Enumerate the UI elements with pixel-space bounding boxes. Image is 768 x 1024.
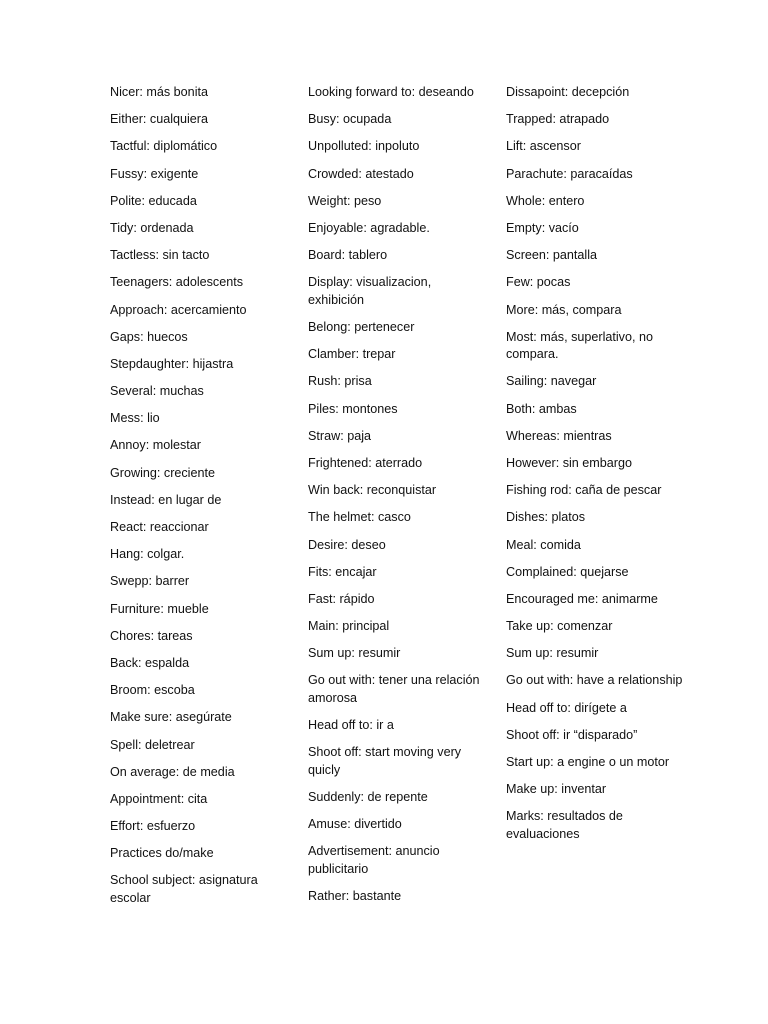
vocabulary-entry: Tactless: sin tacto	[110, 248, 210, 263]
vocabulary-column-2	[308, 84, 488, 915]
vocabulary-entry: Busy: ocupada	[308, 112, 392, 127]
vocabulary-entry: More: más, compara	[506, 302, 622, 317]
vocabulary-entry: Whereas: mientras	[506, 428, 612, 443]
vocabulary-entry: Growing: creciente	[110, 465, 215, 480]
vocabulary-entry: Rush: prisa	[308, 374, 372, 389]
vocabulary-entry: Crowded: atestado	[308, 166, 414, 181]
vocabulary-entry: Frightened: aterrado	[308, 455, 423, 470]
vocabulary-entry: Start up: a engine o un motor	[506, 755, 670, 769]
vocabulary-entry: Practices do/make	[110, 846, 214, 861]
vocabulary-entry: Furniture: mueble	[110, 601, 209, 616]
vocabulary-entry: School subject: asignatura escolar	[110, 873, 258, 905]
vocabulary-entry: Encouraged me: animarme	[506, 591, 658, 606]
vocabulary-entry: Shoot off: ir “disparado”	[506, 727, 638, 742]
vocabulary-entry: Teenagers: adolescents	[110, 275, 244, 290]
vocabulary-entry: Effort: esfuerzo	[110, 819, 196, 834]
vocabulary-entry: Take up: comenzar	[506, 619, 613, 634]
vocabulary-entry: Chores: tareas	[110, 628, 193, 643]
vocabulary-entry: Fishing rod: caña de pescar	[506, 483, 662, 498]
vocabulary-entry: Weight: peso	[308, 193, 382, 208]
vocabulary-entry: Enjoyable: agradable.	[308, 220, 430, 235]
vocabulary-entry: Dissapoint: decepción	[506, 85, 630, 99]
vocabulary-entry: Sailing: navegar	[506, 374, 597, 389]
vocabulary-entry: Stepdaughter: hijastra	[110, 356, 234, 371]
vocabulary-entry: Either: cualquiera	[110, 112, 209, 127]
vocabulary-entry: Polite: educada	[110, 193, 197, 208]
vocabulary-entry: Nicer: más bonita	[110, 85, 208, 99]
vocabulary-entry: Display: visualizacion, exhibición	[308, 275, 432, 307]
vocabulary-entry: Hang: colgar.	[110, 547, 185, 562]
vocabulary-entry: Main: principal	[308, 619, 390, 634]
vocabulary-entry: Both: ambas	[506, 401, 577, 416]
vocabulary-entry: Amuse: divertido	[308, 817, 402, 832]
vocabulary-column-3	[506, 84, 686, 853]
vocabulary-entry: Fast: rápido	[308, 591, 375, 606]
vocabulary-entry: Appointment: cita	[110, 791, 208, 806]
vocabulary-entry: Shoot off: start moving very quicly	[308, 745, 462, 777]
vocabulary-entry: Back: espalda	[110, 655, 190, 670]
vocabulary-entry: Piles: montones	[308, 401, 398, 416]
vocabulary-entry: The helmet: casco	[308, 510, 411, 525]
vocabulary-column-1	[110, 84, 300, 917]
vocabulary-entry: Make sure: asegúrate	[110, 710, 232, 725]
vocabulary-entry: Belong: pertenecer	[308, 320, 415, 334]
vocabulary-entry: Mess: lio	[110, 411, 160, 426]
vocabulary-entry: Trapped: atrapado	[506, 112, 610, 127]
vocabulary-entry: Marks: resultados de evaluaciones	[506, 809, 623, 841]
vocabulary-entry: Broom: escoba	[110, 683, 195, 698]
vocabulary-entry: Gaps: huecos	[110, 329, 188, 344]
vocabulary-entry: Rather: bastante	[308, 889, 402, 904]
vocabulary-entry: Few: pocas	[506, 275, 571, 290]
vocabulary-entry: Lift: ascensor	[506, 139, 581, 154]
vocabulary-entry: Suddenly: de repente	[308, 790, 428, 804]
vocabulary-entry: Sum up: resumir	[308, 646, 401, 661]
vocabulary-entry: Clamber: trepar	[308, 347, 396, 362]
vocabulary-entry: Looking forward to: deseando	[308, 85, 474, 99]
vocabulary-entry: Win back: reconquistar	[308, 483, 437, 498]
vocabulary-entry: On average: de media	[110, 764, 235, 779]
vocabulary-entry: Desire: deseo	[308, 537, 386, 552]
vocabulary-entry: Meal: comida	[506, 537, 581, 552]
vocabulary-entry: Parachute: paracaídas	[506, 166, 633, 181]
vocabulary-entry: Spell: deletrear	[110, 737, 195, 752]
vocabulary-entry: Make up: inventar	[506, 782, 607, 797]
vocabulary-entry: Straw: paja	[308, 428, 371, 443]
vocabulary-entry: React: reaccionar	[110, 520, 209, 534]
vocabulary-entry: Tactful: diplomático	[110, 139, 218, 154]
vocabulary-entry: Approach: acercamiento	[110, 302, 247, 317]
vocabulary-entry: Complained: quejarse	[506, 564, 629, 579]
vocabulary-entry: Most: más, superlativo, no compara.	[506, 329, 653, 362]
vocabulary-entry: Dishes: platos	[506, 510, 586, 525]
vocabulary-entry: Go out with: tener una relación amorosa	[308, 673, 480, 705]
vocabulary-entry: Screen: pantalla	[506, 248, 598, 263]
vocabulary-entry: Unpolluted: inpoluto	[308, 139, 420, 154]
vocabulary-entry: However: sin embargo	[506, 455, 632, 470]
vocabulary-entry: Board: tablero	[308, 248, 388, 263]
vocabulary-entry: Head off to: ir a	[308, 718, 394, 733]
vocabulary-entry: Sum up: resumir	[506, 646, 599, 661]
vocabulary-entry: Whole: entero	[506, 193, 585, 208]
vocabulary-entry: Tidy: ordenada	[110, 220, 194, 235]
vocabulary-entry: Fits: encajar	[308, 564, 377, 579]
vocabulary-entry: Empty: vacío	[506, 220, 579, 235]
vocabulary-entry: Instead: en lugar de	[110, 492, 222, 507]
vocabulary-entry: Advertisement: anuncio publicitario	[308, 844, 440, 876]
vocabulary-entry: Swepp: barrer	[110, 574, 190, 589]
vocabulary-entry: Several: muchas	[110, 384, 204, 399]
vocabulary-entry: Fussy: exigente	[110, 166, 199, 181]
vocabulary-entry: Go out with: have a relationship	[506, 673, 683, 688]
vocabulary-entry: Head off to: dirígete a	[506, 700, 627, 715]
vocabulary-entry: Annoy: molestar	[110, 438, 201, 453]
